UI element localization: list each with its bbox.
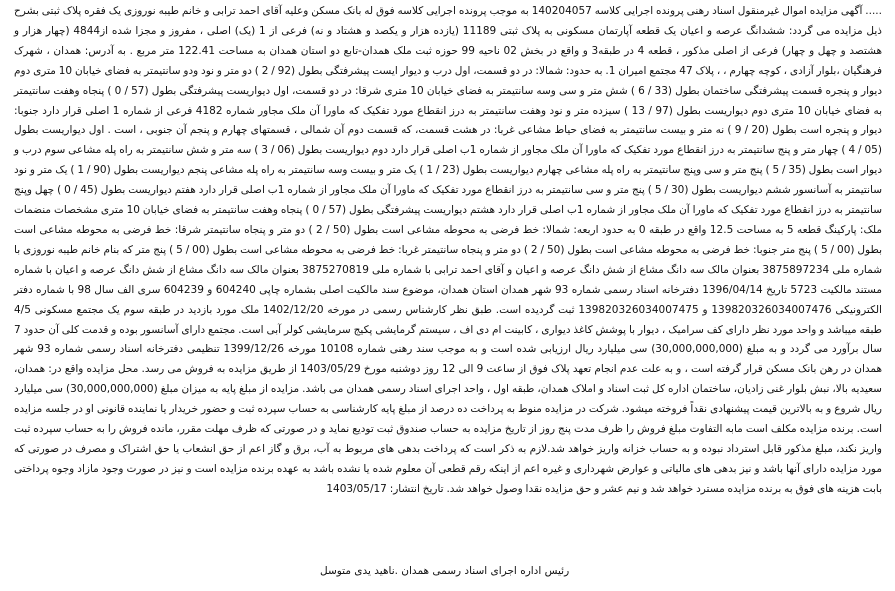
- notice-signature: رئیس اداره اجرای اسناد رسمی همدان .ناهید یدی متوسل: [320, 565, 570, 577]
- notice-text: ..... آگهی مزایده اموال غیرمنقول اسناد رهنی پرونده اجرایی کلاسه 140204057 به موجب پرونده اجرایی کلاسه فوق له بانک مسکن وعلیه آقای احمد ترابی و خانم طیبه نوروزی یک فقره پلاک ثبتی بشرح ذیل مزایده می گردد: ششدانگ عرصه و اعیان یک قطعه آپارتمان مسکونی به پلاک ثبتی 11189 (یازده هزار و یکصد و هشتاد و نه) فرعی از 1 (یک) اصلی ، مفروز و مجزا شده از4844 (چهار هزار و هشتصد و چهل و چهار) فرعی از اصلی مذکور ، قطعه 4 در طبقه3 و واقع در بخش 02 ناحیه 99 حوزه ثبت ملک همدان-تابع دو استان همدان به مساحت 122.41 متر مربع . به آدرس: همدان ، شهرک فرهنگیان ،بلوار آزادی ، کوچه چهارم ، ، پلاک 47 مجتمع امیران 1. به حدود: شمالا: در دو قسمت، اول درب و دیوار ایست پیشرفتگی بطول (92 / 2 ) دو متر و نود ودو سانتیمتر به فضای خیابان 10 متری دوم دیوار و پنجره قسمت پیشرفتگی ساختمان بطول (33 / 6 ) شش متر و سی وسه سانتیمتر به فضای خیابان 10 متری شرقا: در دو قسمت، اول دیواریست پیشرفتگی بطول (57 / 0 ) پنجاه وهفت سانتیمتر به فضای خیابان 10 متری دوم دیواریست بطول (97 / 13 ) سیزده متر و نود وهفت سانتیمتر به درز انقطاع مورد تفکیک که ماورا آن ملک مجاور شماره 4182 فرعی از شماره 1 اصلی قرار دارد جنوبا: دیوار و پنجره است بطول (20 / 9 ) نه متر و بیست سانتیمتر به فضای حیاط مشاعی غربا: در هشت قسمت، که قسمت دوم آن شمالی ، قسمتهای چهارم و پنجم آن جنوبی ، است . اول دیواریست بطول (05 / 4 ) چهار متر و پنج سانتیمتر به درز انقطاع مورد تفکیک که ماورا آن ملک مجاور از شماره 1ب اصلی قرار دارد دوم دیواریست بطول (06 / 3 ) سه متر و شش سانتیمتر به راه پله مشاعی سوم درب و دیوار است بطول (35 / 5 ) پنج متر و سی وپنج سانتیمتر به راه پله مشاعی چهارم دیواریست بطول (23 / 1 ) یک متر و بیست وسه سانتیمتر به راه پله مشاعی پنجم دیواریست بطول (90 / 1 ) یک متر و نود سانتیمتر به آسانسور ششم دیواریست بطول (30 / 5 ) پنج متر و سی سانتیمتر به درز انقطاع مورد تفکیک که ماورا آن ملک مجاور از شماره 1ب اصلی قرار دارد هفتم دیواریست بطول (45 / 0 ) چهل وپنج سانتیمتر به درز انقطاع مورد تفکیک که ماورا آن ملک مجاور از شماره 1ب اصلی قرار دارد هشتم دیواریست پیشرفتگی بطول (57 / 0 ) پنجاه وهفت سانتیمتر به فضای خیابان 10 متری مشخصات منضمات ملک: پارکینگ قطعه 5 به مساحت 12.5 واقع در طبقه 0 به حدود اربعه: شمالا: خط فرضی به محوطه مشاعی است بطول (50 / 2 ) دو متر و پنجاه سانتیمتر شرقا: خط فرضی به محوطه مشاعی است بطول (00 / 5 ) پنج متر جنوبا: خط فرضی به محوطه مشاعی است بطول (50 / 2 ) دو متر و پنجاه سانتیمتر غربا: خط فرضی به محوطه مشاعی است بطول (00 / 5 ) پنج متر که بنام خانم طیبه نوروزی با شماره ملی 3875897234 بعنوان مالک سه دانگ مشاع از شش دانگ عرصه و اعیان و آقای احمد ترابی با شماره ملی 3875270819 بعنوان مالک سه دانگ مشاع از شش دانگ عرصه و اعیان با شماره مستند مالکیت 5723 تاریخ 1396/04/14 دفترخانه اسناد رسمی شماره 93 شهر همدان استان همدان، موضوع سند مالکیت اصلی بشماره چاپی 604240 و 604239 سری الف سال 98 با شماره دفتر الکترونیکی 139820326034007476 و 139820326034007475 ثبت گردیده است. طبق نظر کارشناس رسمی در مورخه 1402/12/20 ملک مورد بازدید در طبقه سوم یک مجتمع مسکونی 4/5 طبقه میباشد و واحد مورد نظر دارای کف سرامیک ، دیوار با پوشش کاغذ دیواری ، کابینت ام دی اف ، سیستم گرمایشی پکیج سرمایشی کولر آبی است. مجتمع دارای آسانسور بوده و قدمت کلی آن حدود 7 سال برآورد می گردد و به مبلغ (30,000,000,000) سی میلیارد ریال ارزیابی شده است و به موجب سند رهنی شماره 10108 مورخه 1399/12/26 تنظیمی دفترخانه اسناد رسمی شماره 93 شهر همدان در رهن بانک مسکن قرار گرفته است ، و به علت عدم انجام تعهد پلاک فوق از ساعت 9 الی 12 روز دوشنبه مورخ 1403/05/29 از طریق مزایده به فروش می رسد. محل مزایده واقع در: همدان، سعیدیه بالا، نبش بلوار غنی زادیان، ساختمان اداره کل ثبت اسناد و املاک همدان، طبقه اول ، واحد اجرای اسناد رسمی همدان می باشد. مزایده از مبلغ پایه به میزان مبلغ (30,000,000,000) سی میلیارد ریال شروع و به بالاترین قیمت پیشنهادی نقداً فروخته میشود. شرکت در مزایده منوط به پرداخت ده درصد از مبلغ پایه کارشناسی به حساب سپرده ثبت و حضور خریدار یا نماینده قانونی او در جلسه مزایده است. برنده مزایده مکلف است مابه التفاوت مبلغ فروش را ظرف مدت پنج روز از تاریخ مزایده به حساب صندوق ثبت تودیع نماید و در صورتی که ظرف مهلت مقرر، مانده فروش را به حساب سپرده ثبت واریز نکند، مبلغ مذکور قابل استرداد نبوده و به حساب خزانه واریز خواهد شد.لازم به ذکر است که پرداخت بدهی های مربوط به آب، برق و گاز اعم از حق انشعاب یا حق اشتراک و مصرف در صورتی که مورد مزایده دارای آنها باشد و نیز بدهی های مالیاتی و عوارض شهرداری و غیره اعم از اینکه رقم قطعی آن معلوم شده یا نشده باشد به عهده برنده مزایده است و نیز در صورت وجود مازاد وجوه پرداختی بابت هزینه های فوق به برنده مزایده مسترد خواهد شد و نیم عشر و حق مزایده نقدا وصول خواهد شد. تاریخ انتشار: 1403/05/17: [14, 5, 883, 495]
- auction-notice-body: [14, 2, 882, 500]
